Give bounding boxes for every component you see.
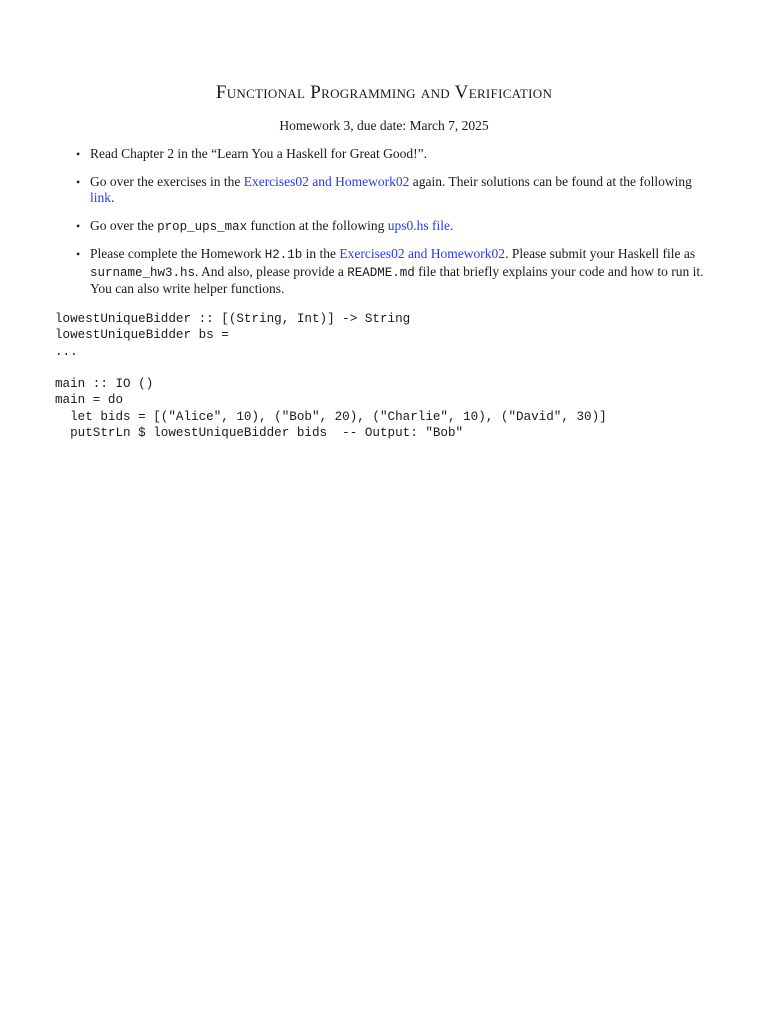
code-line: lowestUniqueBidder :: [(String, Int)] -> String — [55, 312, 411, 326]
inline-code: README.md — [347, 265, 415, 280]
list-item-text: Go over the — [90, 217, 158, 233]
list-item-text: again. Their solutions can be found at the following — [409, 173, 692, 189]
code-line: lowestUniqueBidder bs = — [55, 328, 229, 343]
hyperlink[interactable]: link — [90, 190, 112, 205]
hyperlink[interactable]: Exercises02 and Homework02 — [339, 246, 506, 261]
list-item — [74, 174, 714, 207]
code-line: let bids = [("Alice", 10), ("Bob", 20), ("Charlie", 10), ("David", 30)] — [55, 409, 607, 424]
hyperlink[interactable]: ups0.hs file — [387, 217, 450, 233]
bullet-icon: • — [76, 218, 81, 233]
code-line: putStrLn $ lowestUniqueBidder bids -- Output: "Bob" — [55, 426, 464, 441]
list-item-text: file that briefly explains your code and how to run it. You can also write helper functions. — [90, 263, 704, 296]
list-item-text: Go over the exercises in the — [90, 173, 244, 189]
inline-code: H2.1b — [264, 248, 303, 262]
list-item-text: function at the following — [247, 217, 388, 233]
homework-subtitle: Homework 3, due date: March 7, 2025 — [279, 118, 489, 133]
code-line: main = do — [55, 393, 124, 408]
bullet-icon: • — [76, 247, 81, 261]
list-item — [74, 246, 714, 298]
list-item-text: . — [449, 217, 454, 233]
inline-code: prop_ups_max — [157, 219, 248, 234]
list-item — [74, 146, 714, 163]
hyperlink[interactable]: Exercises02 and Homework02 — [243, 173, 410, 189]
code-line: ... — [55, 344, 78, 359]
document-title: Functional Programming and Verification — [215, 82, 553, 103]
list-item-text: . And also, please provide a — [195, 263, 348, 279]
list-item-text: . — [111, 190, 115, 205]
instruction-list — [74, 146, 714, 309]
bullet-icon: • — [76, 174, 81, 189]
list-item-text: . Please submit your Haskell file as — [505, 246, 696, 261]
list-item-text: Read Chapter 2 in the “Learn You a Haskell for Great Good!”. — [90, 146, 428, 161]
list-item-text: Please complete the Homework — [90, 246, 265, 261]
code-block — [55, 311, 607, 441]
code-line: main :: IO () — [55, 377, 154, 392]
list-item-text: in the — [302, 246, 340, 261]
list-item — [74, 218, 714, 236]
bullet-icon: • — [76, 147, 81, 161]
code-line — [55, 360, 607, 376]
inline-code: surname_hw3.hs — [90, 265, 196, 280]
